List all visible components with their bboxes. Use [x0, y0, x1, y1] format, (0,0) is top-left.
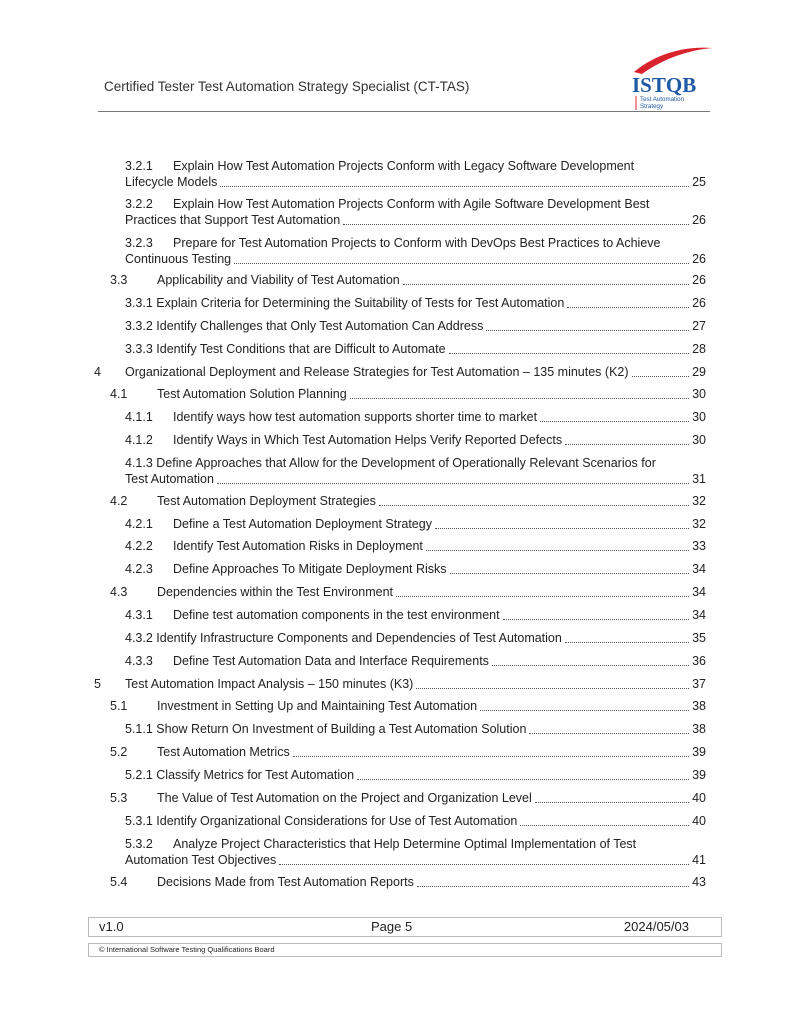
toc-dot-leader	[450, 573, 690, 574]
toc-entry[interactable]	[94, 676, 706, 692]
toc-page-number: 34	[692, 562, 706, 576]
toc-section-title: 4.1.3 Define Approaches that Allow for the Development of Operationally Relevant Scenarios for	[125, 456, 656, 470]
toc-section-number: 5.3	[110, 791, 128, 805]
toc-dot-leader	[520, 825, 689, 826]
document-header-title: Certified Tester Test Automation Strategy Specialist (CT-TAS)	[104, 79, 470, 94]
toc-page-number: 35	[692, 631, 706, 645]
toc-section-title: The Value of Test Automation on the Project and Organization Level	[157, 791, 532, 805]
toc-entry[interactable]	[125, 836, 706, 868]
toc-dot-leader	[435, 528, 689, 529]
toc-entry[interactable]	[110, 790, 706, 806]
toc-entry[interactable]	[125, 630, 706, 646]
toc-page-number: 38	[692, 722, 706, 736]
toc-entry[interactable]	[125, 158, 706, 190]
toc-section-number: 3.2.1	[125, 159, 153, 173]
footer-date: 2024/05/03	[623, 919, 689, 934]
toc-section-number: 5.3.2	[125, 837, 153, 851]
footer-page-number: Page 5	[371, 919, 413, 934]
toc-entry[interactable]	[125, 318, 706, 334]
logo-subtitle-1: Test Automation	[640, 96, 685, 103]
toc-section-number: 4.3.1	[125, 608, 153, 622]
toc-dot-leader	[529, 733, 689, 734]
toc-page-number: 32	[692, 494, 706, 508]
toc-entry[interactable]	[125, 295, 706, 311]
toc-section-title: Test Automation Metrics	[157, 745, 290, 759]
toc-dot-leader	[217, 483, 689, 484]
toc-section-number: 4.1.1	[125, 410, 153, 424]
toc-section-title: Analyze Project Characteristics that Help Determine Optimal Implementation of Test	[173, 837, 637, 851]
toc-page-number: 38	[692, 699, 706, 713]
toc-section-number: 4.1.2	[125, 433, 153, 447]
toc-page-number: 26	[692, 296, 706, 310]
toc-section-title: Identify Test Automation Risks in Deployment	[173, 539, 423, 553]
toc-entry[interactable]	[125, 813, 706, 829]
toc-entry[interactable]	[110, 386, 706, 402]
toc-section-number: 5.2	[110, 745, 128, 759]
toc-section-title: Identify Ways in Which Test Automation Helps Verify Reported Defects	[173, 433, 563, 447]
toc-section-number: 4.2	[110, 494, 128, 508]
toc-dot-leader	[343, 224, 689, 225]
toc-dot-leader	[449, 353, 690, 354]
toc-page-number: 31	[692, 472, 706, 486]
logo-wordmark: ISTQB	[632, 73, 697, 97]
toc-section-title: Continuous Testing	[125, 252, 232, 266]
toc-section-number: 4	[94, 365, 101, 379]
toc-section-title: Applicability and Viability of Test Automation	[157, 273, 400, 287]
toc-section-title: 3.3.1 Explain Criteria for Determining the Suitability of Tests for Test Automation	[125, 296, 565, 310]
copyright-text: © International Software Testing Qualifications Board	[99, 945, 275, 954]
toc-section-number: 4.3	[110, 585, 128, 599]
toc-page-number: 26	[692, 273, 706, 287]
toc-dot-leader	[234, 263, 689, 264]
toc-page-number: 40	[692, 814, 706, 828]
toc-section-title: Identify ways how test automation supports shorter time to market	[173, 410, 538, 424]
toc-dot-leader	[403, 284, 689, 285]
toc-page-number: 33	[692, 539, 706, 553]
toc-section-title: Explain How Test Automation Projects Conform with Legacy Software Development	[173, 159, 635, 173]
toc-page-number: 30	[692, 410, 706, 424]
toc-entry[interactable]	[110, 874, 706, 890]
toc-section-title: Test Automation Impact Analysis – 150 minutes (K3)	[125, 677, 414, 691]
toc-section-title: Prepare for Test Automation Projects to Conform with DevOps Best Practices to Achieve	[173, 236, 661, 250]
toc-dot-leader	[350, 398, 689, 399]
toc-section-number: 3.3	[110, 273, 128, 287]
toc-entry[interactable]	[125, 235, 706, 267]
toc-section-title: 5.1.1 Show Return On Investment of Building a Test Automation Solution	[125, 722, 527, 736]
toc-dot-leader	[279, 864, 689, 865]
toc-dot-leader	[565, 642, 689, 643]
toc-dot-leader	[396, 596, 689, 597]
toc-page-number: 26	[692, 252, 706, 266]
toc-dot-leader	[540, 421, 689, 422]
toc-dot-leader	[220, 186, 689, 187]
toc-entry[interactable]	[110, 584, 706, 600]
toc-section-title: Define a Test Automation Deployment Strategy	[173, 517, 432, 531]
toc-page-number: 39	[692, 745, 706, 759]
istqb-logo	[628, 44, 714, 112]
toc-page-number: 30	[692, 387, 706, 401]
toc-section-title: Explain How Test Automation Projects Conform with Agile Software Development Best	[173, 197, 650, 211]
toc-page-number: 34	[692, 585, 706, 599]
toc-dot-leader	[417, 886, 689, 887]
toc-entry[interactable]	[125, 516, 706, 532]
toc-dot-leader	[357, 779, 689, 780]
header-divider	[98, 111, 710, 112]
toc-section-number: 4.2.1	[125, 517, 153, 531]
toc-section-title: 3.3.2 Identify Challenges that Only Test Automation Can Address	[125, 319, 484, 333]
toc-section-title: Organizational Deployment and Release Strategies for Test Automation – 135 minutes (K2)	[125, 365, 629, 379]
toc-dot-leader	[480, 710, 689, 711]
toc-section-title: Dependencies within the Test Environment	[157, 585, 394, 599]
toc-page-number: 32	[692, 517, 706, 531]
toc-section-title: Investment in Setting Up and Maintaining Test Automation	[157, 699, 478, 713]
toc-dot-leader	[293, 756, 689, 757]
toc-section-number: 5.4	[110, 875, 128, 889]
toc-entry[interactable]	[125, 653, 706, 669]
toc-entry[interactable]	[125, 607, 706, 623]
toc-section-title: Decisions Made from Test Automation Reports	[157, 875, 414, 889]
toc-section-number: 3.2.2	[125, 197, 153, 211]
toc-entry[interactable]	[125, 538, 706, 554]
toc-dot-leader	[486, 330, 689, 331]
toc-dot-leader	[503, 619, 690, 620]
toc-section-title: Test Automation	[125, 472, 214, 486]
toc-section-number: 4.2.3	[125, 562, 153, 576]
toc-page-number: 43	[692, 875, 706, 889]
toc-page-number: 37	[692, 677, 706, 691]
toc-section-title: Lifecycle Models	[125, 175, 218, 189]
toc-section-title: 4.3.2 Identify Infrastructure Components and Dependencies of Test Automation	[125, 631, 562, 645]
toc-entry[interactable]	[110, 698, 706, 714]
toc-page-number: 41	[692, 853, 706, 867]
toc-entry[interactable]	[125, 409, 706, 425]
toc-dot-leader	[379, 505, 689, 506]
toc-entry[interactable]	[110, 744, 706, 760]
toc-entry[interactable]	[110, 493, 706, 509]
toc-section-number: 3.2.3	[125, 236, 153, 250]
logo-swoosh	[634, 48, 712, 74]
toc-dot-leader	[565, 444, 689, 445]
toc-entry[interactable]	[125, 721, 706, 737]
logo-subtitle-2: Strategy	[640, 103, 664, 110]
toc-entry[interactable]	[125, 341, 706, 357]
toc-section-number: 4.1	[110, 387, 128, 401]
toc-dot-leader	[535, 802, 689, 803]
toc-dot-leader	[567, 307, 689, 308]
toc-section-title: Define test automation components in the test environment	[173, 608, 500, 622]
toc-page-number: 36	[692, 654, 706, 668]
toc-section-title: 5.2.1 Classify Metrics for Test Automation	[125, 768, 355, 782]
toc-entry[interactable]	[125, 767, 706, 783]
toc-page-number: 29	[692, 365, 706, 379]
toc-section-number: 4.2.2	[125, 539, 153, 553]
toc-entry[interactable]	[125, 561, 706, 577]
toc-dot-leader	[416, 688, 689, 689]
toc-page-number: 26	[692, 213, 706, 227]
toc-section-number: 4.3.3	[125, 654, 153, 668]
toc-page-number: 25	[692, 175, 706, 189]
toc-entry[interactable]	[125, 196, 706, 228]
toc-section-title: Practices that Support Test Automation	[125, 213, 341, 227]
toc-section-title: Define Test Automation Data and Interface Requirements	[173, 654, 489, 668]
copyright-footer	[88, 943, 722, 957]
toc-page-number: 34	[692, 608, 706, 622]
toc-section-title: Define Approaches To Mitigate Deployment Risks	[173, 562, 447, 576]
toc-section-title: 5.3.1 Identify Organizational Considerations for Use of Test Automation	[125, 814, 518, 828]
toc-section-number: 5	[94, 677, 101, 691]
toc-dot-leader	[632, 376, 690, 377]
toc-section-title: Automation Test Objectives	[125, 853, 277, 867]
toc-section-title: 3.3.3 Identify Test Conditions that are Difficult to Automate	[125, 342, 446, 356]
toc-dot-leader	[492, 665, 689, 666]
toc-entry[interactable]	[125, 432, 706, 448]
toc-entry[interactable]	[110, 272, 706, 288]
toc-section-title: Test Automation Solution Planning	[157, 387, 347, 401]
page-footer	[88, 917, 722, 937]
toc-section-number: 5.1	[110, 699, 128, 713]
toc-page-number: 28	[692, 342, 706, 356]
footer-version: v1.0	[99, 919, 124, 934]
toc-page-number: 27	[692, 319, 706, 333]
toc-page-number: 39	[692, 768, 706, 782]
toc-section-title: Test Automation Deployment Strategies	[157, 494, 376, 508]
toc-page-number: 30	[692, 433, 706, 447]
toc-entry[interactable]	[94, 364, 706, 380]
toc-entry[interactable]	[125, 455, 706, 487]
toc-dot-leader	[426, 550, 689, 551]
toc-page-number: 40	[692, 791, 706, 805]
